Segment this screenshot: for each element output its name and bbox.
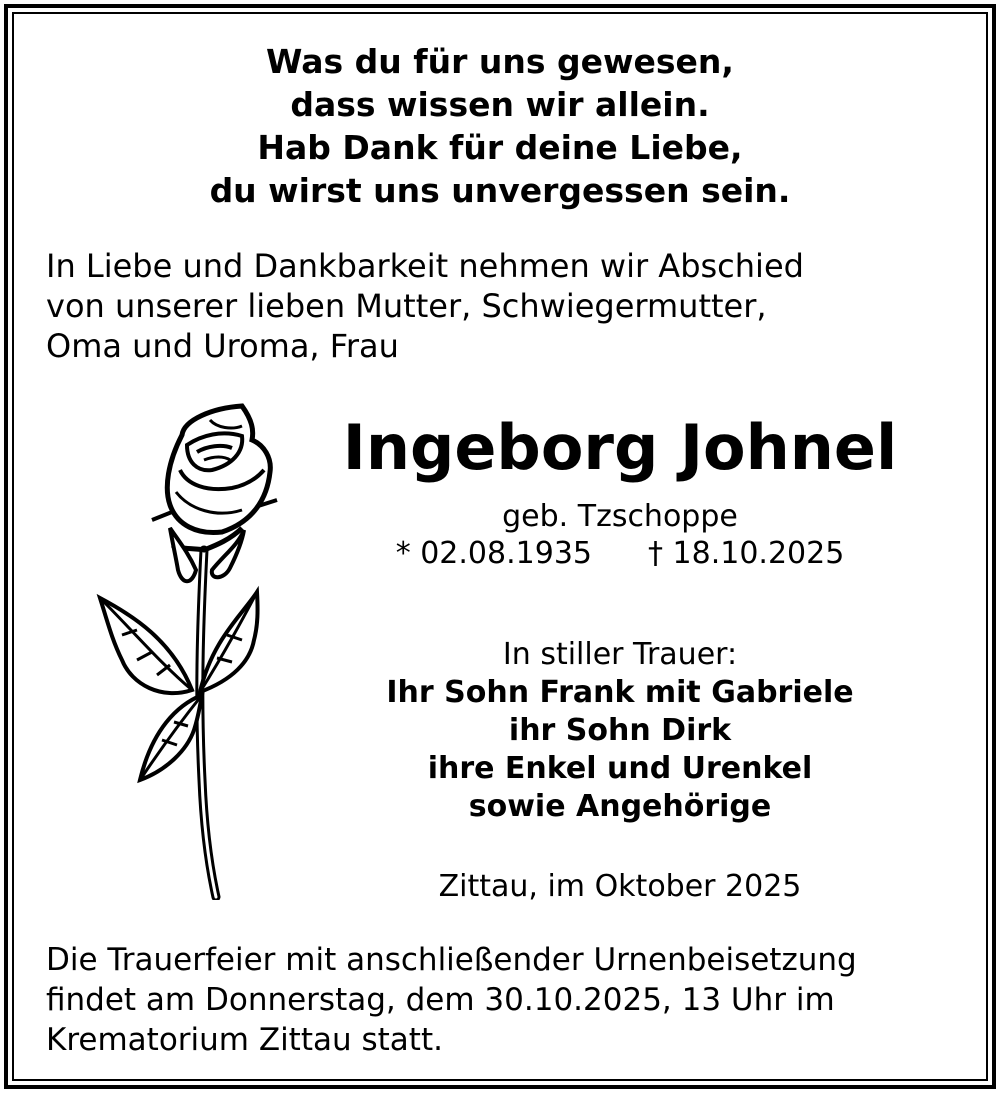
rose-illustration bbox=[92, 400, 292, 900]
birth-name: geb. Tzschoppe bbox=[502, 499, 738, 534]
mourner-line: Ihr Sohn Frank mit Gabriele bbox=[386, 675, 854, 710]
mourner-line: ihre Enkel und Urenkel bbox=[427, 751, 813, 786]
mourners-heading: In stiller Trauer: bbox=[502, 637, 738, 672]
funeral-line: Die Trauerfeier mit anschließender Urnenbeisetzung bbox=[46, 942, 857, 978]
funeral-notice bbox=[46, 940, 946, 1060]
mourners bbox=[340, 636, 900, 826]
deceased-name: Ingeborg Johnel bbox=[342, 411, 898, 484]
poem-line: Hab Dank für deine Liebe, bbox=[257, 128, 743, 167]
intro-line: von unserer lieben Mutter, Schwiegermutter, bbox=[46, 287, 767, 325]
intro-line: In Liebe und Dankbarkeit nehmen wir Abschied bbox=[46, 247, 804, 285]
funeral-line: findet am Donnerstag, dem 30.10.2025, 13 Uhr im bbox=[46, 982, 835, 1018]
place-date: Zittau, im Oktober 2025 bbox=[438, 869, 802, 904]
mourner-line: ihr Sohn Dirk bbox=[508, 713, 732, 748]
death-date: † 18.10.2025 bbox=[648, 536, 845, 571]
birth-date: * 02.08.1935 bbox=[395, 536, 592, 571]
poem-line: dass wissen wir allein. bbox=[290, 85, 710, 124]
farewell-intro bbox=[46, 246, 946, 366]
mourner-line: sowie Angehörige bbox=[468, 789, 772, 824]
life-details bbox=[340, 498, 900, 572]
life-dates bbox=[340, 535, 900, 572]
funeral-line: Krematorium Zittau statt. bbox=[46, 1022, 443, 1058]
poem-line: Was du für uns gewesen, bbox=[266, 42, 734, 81]
poem bbox=[100, 40, 900, 212]
poem-line: du wirst uns unvergessen sein. bbox=[209, 171, 791, 210]
intro-line: Oma und Uroma, Frau bbox=[46, 327, 399, 365]
